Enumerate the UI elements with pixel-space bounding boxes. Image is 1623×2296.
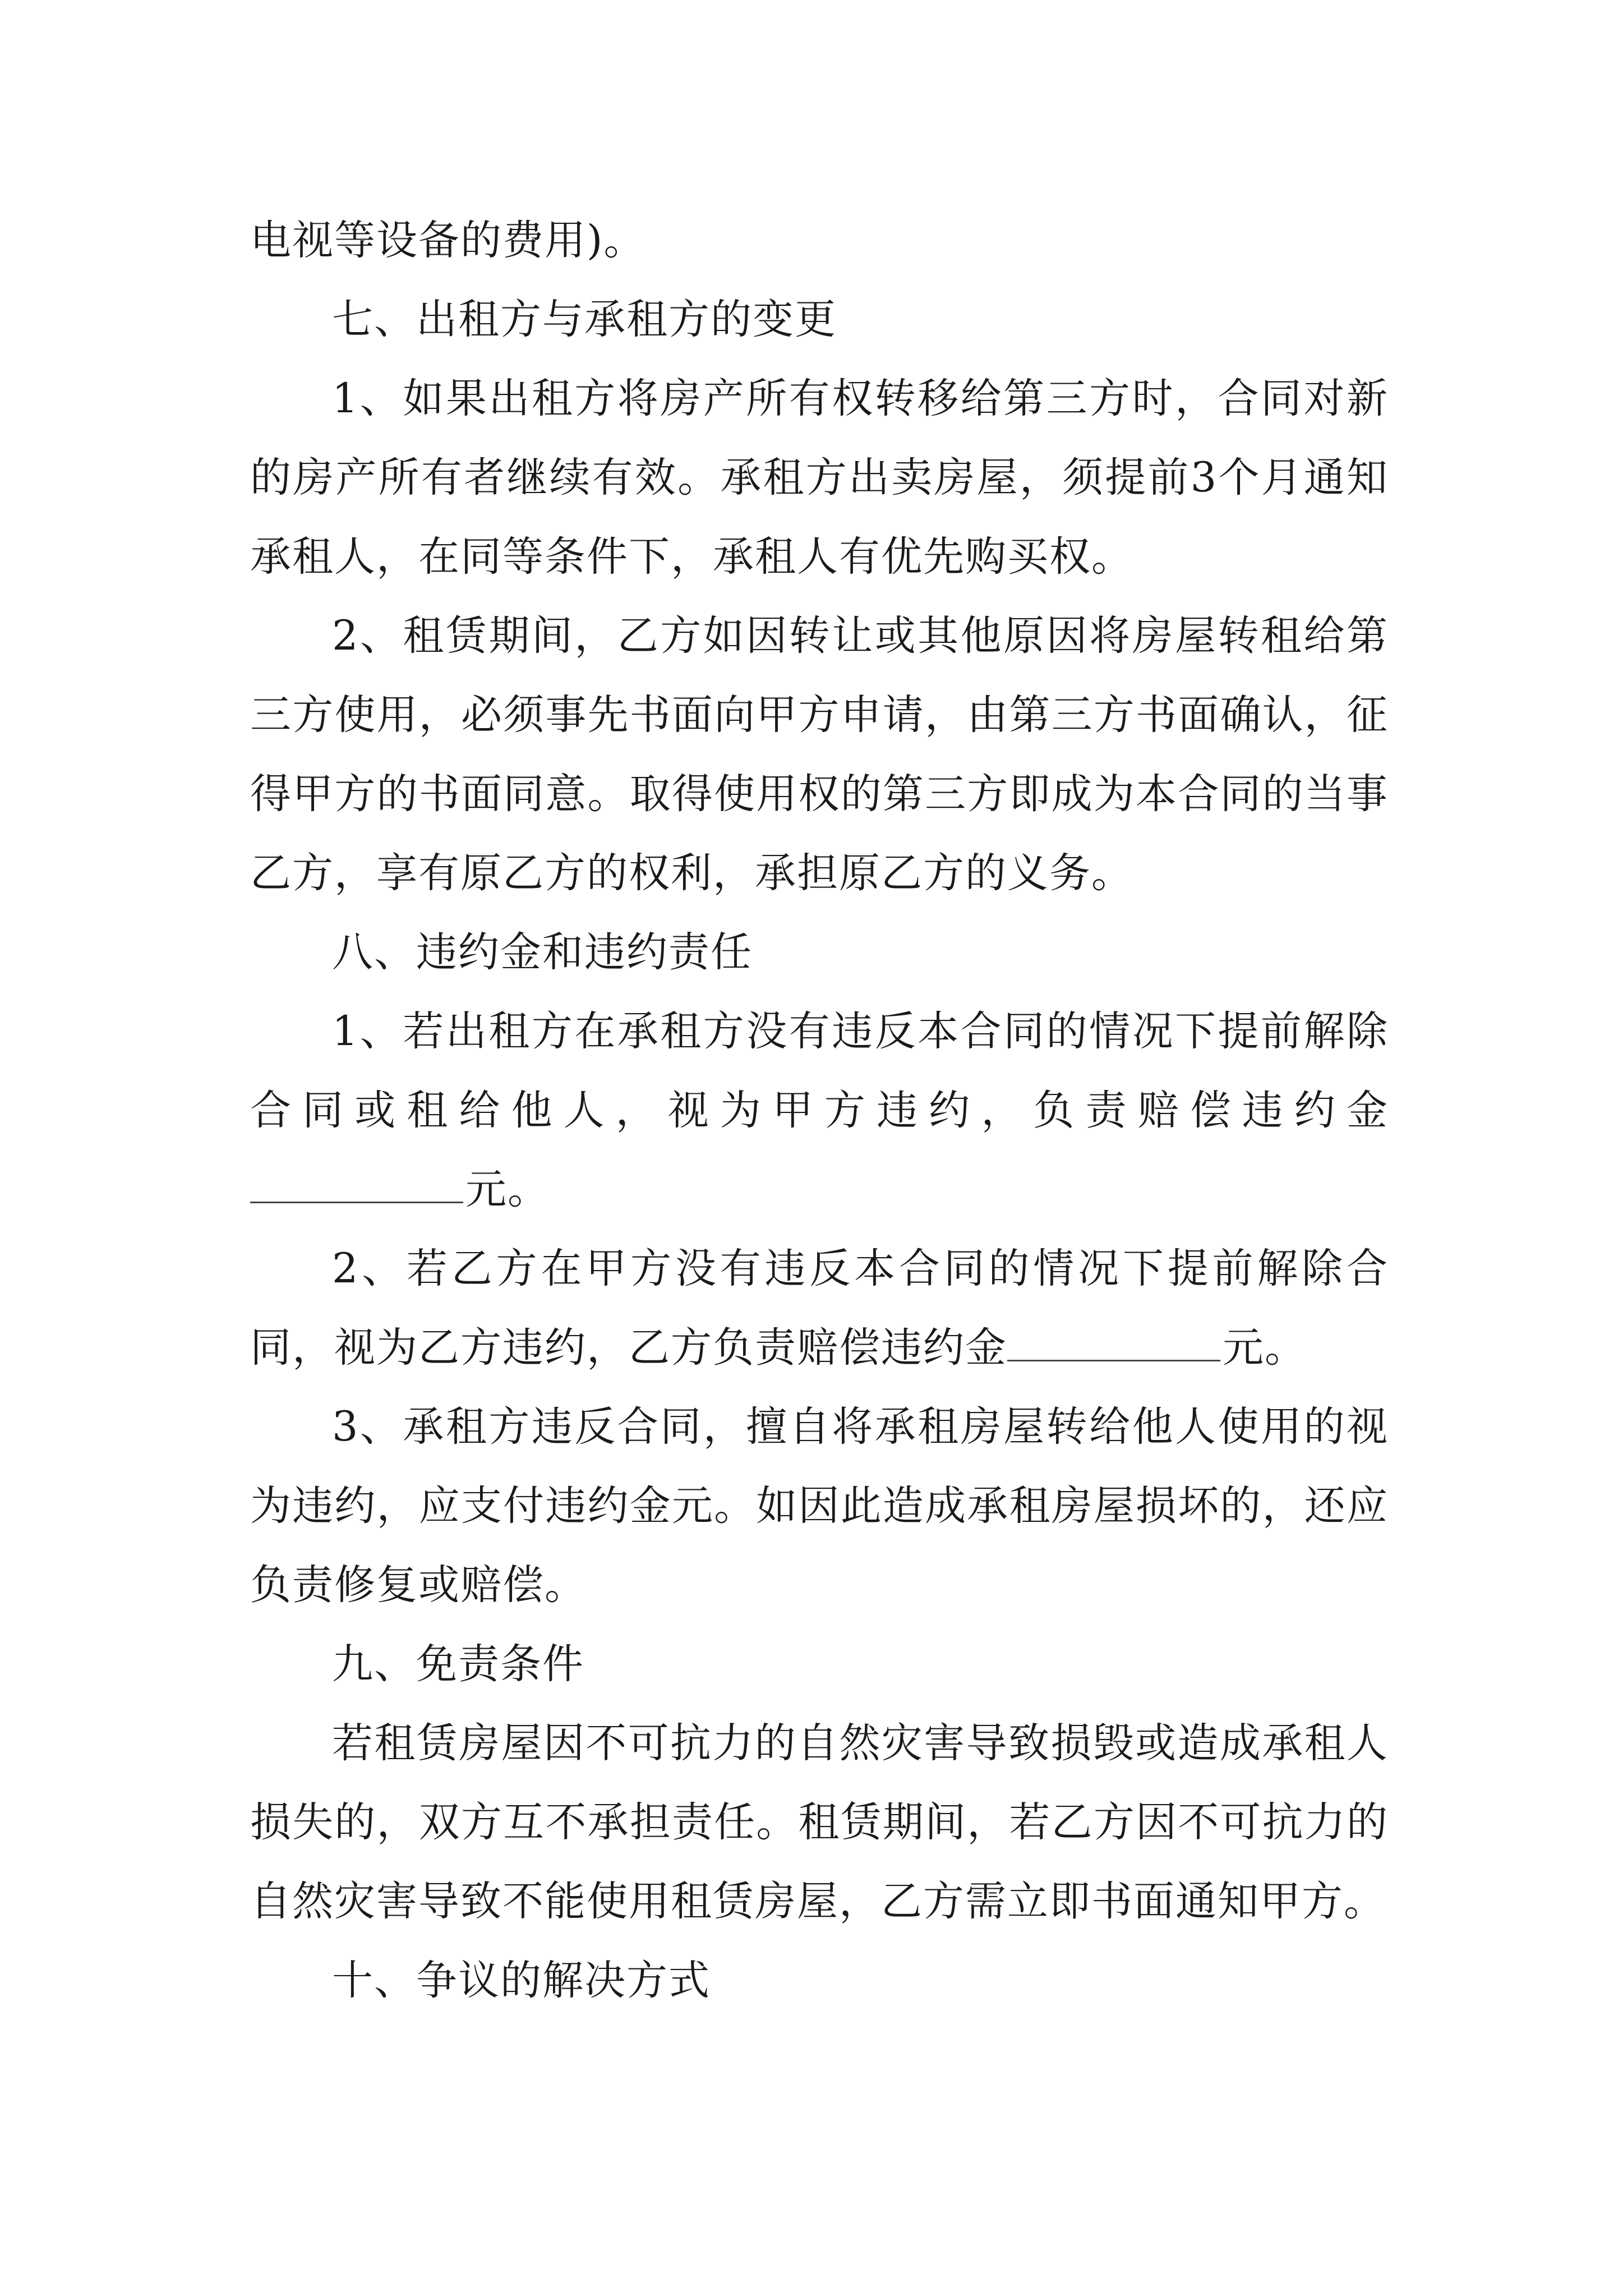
section-heading-8: 八、违约金和违约责任 xyxy=(332,928,753,976)
clause-8-1-unit: 元。 xyxy=(465,1166,550,1213)
section-heading-9: 九、免责条件 xyxy=(332,1640,584,1688)
clause-8-1-text: 1、若出租方在承租方没有违反本合同的情况下提前解除合同或租给他人，视为甲方违约，负责赔偿违约金 xyxy=(250,1007,1389,1134)
fill-in-blank xyxy=(1007,1323,1220,1361)
clause-8-3: 3、承租方违反合同，擅自将承租房屋转给他人使用的视为违约，应支付违约金元。如因此造成承租房屋损坏的，还应负责修复或赔偿。 xyxy=(250,1403,1389,1609)
section-heading-7: 七、出租方与承租方的变更 xyxy=(332,296,837,343)
clause-8-2-text: 2、若乙方在甲方没有违反本合同的情况下提前解除合同，视为乙方违约，乙方负责赔偿违约金 xyxy=(250,1245,1389,1372)
paragraph-continuation: 电视等设备的费用)。 xyxy=(250,217,646,264)
clause-8-2-unit: 元。 xyxy=(1223,1324,1307,1372)
clause-7-2: 2、租赁期间，乙方如因转让或其他原因将房屋转租给第三方使用，必须事先书面向甲方申请，由第三方书面确认，征得甲方的书面同意。取得使用权的第三方即成为本合同的当事乙方，享有原乙方的权利，承担原乙方的义务。 xyxy=(250,612,1389,897)
clause-8-2 xyxy=(250,1229,1389,1387)
clause-9: 若租赁房屋因不可抗力的自然灾害导致损毁或造成承租人损失的，双方互不承担责任。租赁期间，若乙方因不可抗力的自然灾害导致不能使用租赁房屋，乙方需立即书面通知甲方。 xyxy=(250,1719,1389,1925)
section-heading-10: 十、争议的解决方式 xyxy=(332,1957,711,2004)
clause-7-1: 1、如果出租方将房产所有权转移给第三方时，合同对新的房产所有者继续有效。承租方出卖房屋，须提前3个月通知承租人，在同等条件下，承租人有优先购买权。 xyxy=(250,375,1389,581)
document-body xyxy=(250,201,1389,2020)
fill-in-blank xyxy=(250,1165,463,1203)
clause-8-1 xyxy=(250,992,1389,1229)
